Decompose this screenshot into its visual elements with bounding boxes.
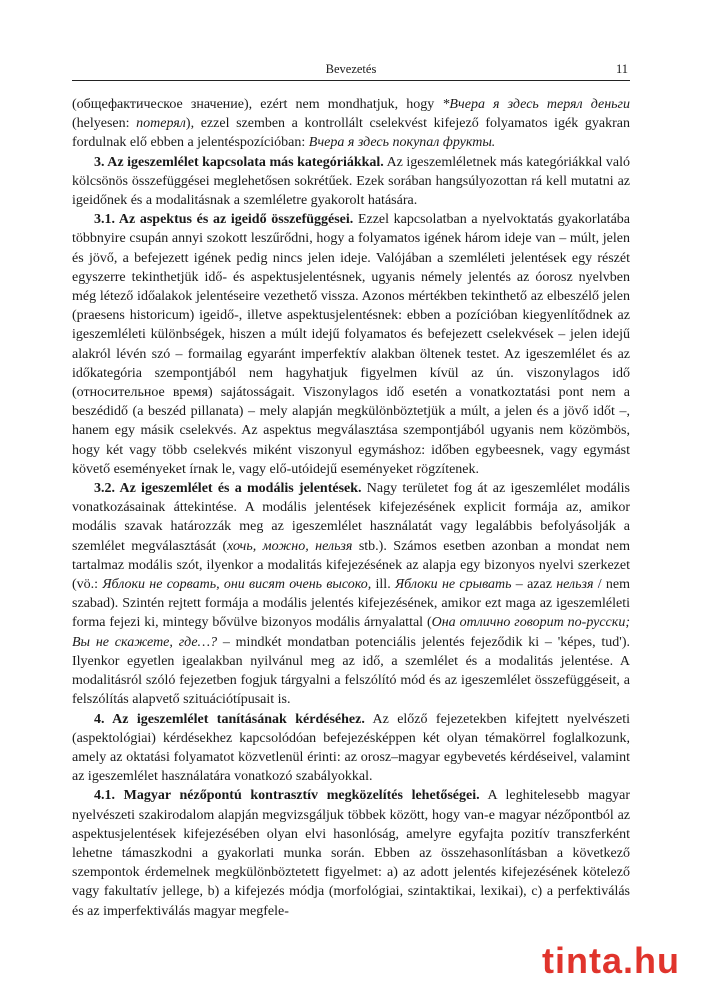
- text-run: – azaz: [511, 577, 557, 593]
- section-heading: 4.1. Magyar nézőpontú kontrasztív megközelítés lehetőségei.: [94, 788, 480, 804]
- text-run: Nagy területet fog át az igeszemlélet modális vonatkozásainak áttekintése. A modális jelentések kifejezésének explicit formája az, amikor modális szavak határozzák meg az igeszemlélet használatát vagy legalábbis befolyásolják a szemlélet megválasztását (: [72, 481, 630, 554]
- section-heading: 3.1. Az aspektus és az igeidő összefüggései.: [94, 212, 354, 228]
- text-run: ), ezzel szemben a kontrollált cselekvést kifejező folyamatos igék gyakran fordulnak elő ebben a jelentéspozícióban:: [72, 116, 630, 151]
- paragraph: [72, 786, 630, 920]
- paragraph: [72, 210, 630, 479]
- watermark-logo[interactable]: tinta.hu: [542, 940, 680, 981]
- running-head-title: Bevezetés: [325, 62, 377, 76]
- text-run: – mindkét mondatban potenciális jelentés fejeződik ki – 'képes, tud'). Ilyenkor egyetlen igealakban nyilvánul meg az idő, a szemlélet és a modalitás jelentése. A modalitásról szóló fejezetben fogjuk tárgyalni a felszólító mód és az igeszemlélet összefüggéseit, a felszólítás alapvető szituációtípusait is.: [72, 634, 630, 708]
- page-number: 11: [615, 62, 628, 76]
- text-run: stb.). Számos esetben azonban a mondat nem tartalmaz modális szót, ilyenkor a modalitás kifejezésének az alapja egy bizonyos nyelvi szerkezet (vö.:: [72, 538, 630, 593]
- text-run: (helyesen:: [72, 116, 137, 132]
- section-heading: 4. Az igeszemlélet tanításának kérdéséhez.: [94, 711, 365, 727]
- text-run: ill.: [371, 577, 395, 593]
- text-run: (общефактическое значение), ezért nem mondhatjuk, hogy: [72, 97, 443, 112]
- paragraph: [72, 710, 630, 787]
- running-head: [72, 60, 630, 81]
- section-heading: 3. Az igeszemlélet kapcsolata más kategóriákkal.: [94, 154, 384, 170]
- text-run: Az igeszemléletnek más kategóriákkal való kölcsönös összefüggései meglehetősen sokrétűek. Ezek sorában hangsúlyozottan rá kell mutatni az igeidőnek és a modalitásnak a szemléletre gyakorolt hatására.: [72, 154, 631, 209]
- example-text: хочь, можно, нельзя: [227, 538, 353, 554]
- paragraph: [72, 153, 630, 211]
- example-text: Она отлично говорит по-русски; Вы не скажете, где…?: [72, 615, 630, 650]
- text-run: A leghitelesebb magyar nyelvészeti szakirodalom alapján megvizsgáljuk többek között, hogy van-e magyar nézőpontból az aspektusjelentések kifejezésében olyan elvi hasonlóság, amelyre egyfajta pozitív transzferként lehetne támaszkodni a gyakorlati munka során. Ebben az összehasonlításban a következő szempontok érdemelnek megkülönböztetett figyelmet: a) az adott jelentés kifejezésének kötelező vagy fakultatív jellege, b) a kifejezés módja (morfológiai, szintaktikai, lexikai), c) a perfektiválás és az imperfektiválás magyar megfele-: [72, 788, 630, 919]
- section-heading: 3.2. Az igeszemlélet és a modális jelentések.: [94, 481, 362, 497]
- example-text: потерял: [136, 116, 186, 132]
- example-text: Яблоки не срывать: [394, 577, 512, 593]
- example-text: нельзя: [556, 577, 594, 593]
- text-run: Ezzel kapcsolatban a nyelvoktatás gyakorlatába többnyire csupán annyi szokott leszűrődni, hogy a folyamatos igének három ideje van – múlt, jelen és jövő, a befejezett igének pedig nincs jelen ideje. Valójában a szemléleti jelentések egy részét egyszerre tekinthetjük idő- és aspektusjelentésnek, ugyanis némely jelentés az óorosz nyelvben még létező időalakok jelentéseire vezethető vissza. Azonos mértékben tekinthető az elbeszélő jelen (praesens historicum) igeidő-, illetve aspektusjelentésnek: ebben a pozícióban kiegyenlítődnek az igeszemléleti különbségek, hiszen a múlt idejű folyamatos és befejezett cselekvések – jelen idejű alakról lévén szó – formailag egyaránt imperfektív alakban öltenek testet. Az igeszemlélet és az időkategória szempontjából nem hagyhatjuk figyelmen kívül az ún. viszonylagos idő (относительное время) sajátosságait. Viszonylagos idő esetén a vonatkoztatási pont nem a beszédidő (a beszéd pillanata) – mely alapján megkülönböztetjük a múlt, a jelen és a jövő időt –, hanem egy másik cselekvés. Az aspektus megválasztása szempontjából ugyanis nem közömbös, hogy két vagy több cselekvés miként viszonyul egymáshoz: időben egybeesnek, vagy egymást követő eseményeket írnak le, vagy elő-utóidejű eseményeket rögzítenek.: [72, 212, 630, 477]
- example-text: *Вчера я здесь терял деньги: [442, 97, 630, 112]
- paragraph: [72, 479, 630, 709]
- paragraph: [72, 95, 630, 153]
- example-text: Яблоки не сорвать, они висят очень высоко,: [102, 577, 372, 593]
- text-run: Az előző fejezetekben kifejtett nyelvészeti (aspektológiai) kérdésekhez kapcsolódóan befejezésképpen két olyan témakörrel foglalkozunk, amely az oktatási folyamatot közvetlenül érinti: az orosz–magyar egybevetés kérdéseivel, valamint az igeszemlélet használatára vonatkozó szabályokkal.: [72, 711, 630, 785]
- text-run: / nem szabad). Szintén rejtett formája a modális jelentés kifejezésének, amikor ezt maga az igeszemléleti forma fejezi ki, mintegy bővülve bizonyos modális árnyalattal (: [72, 577, 630, 631]
- example-text: Вчера я здесь покупал фрукты.: [308, 135, 496, 151]
- body-text: [72, 95, 630, 921]
